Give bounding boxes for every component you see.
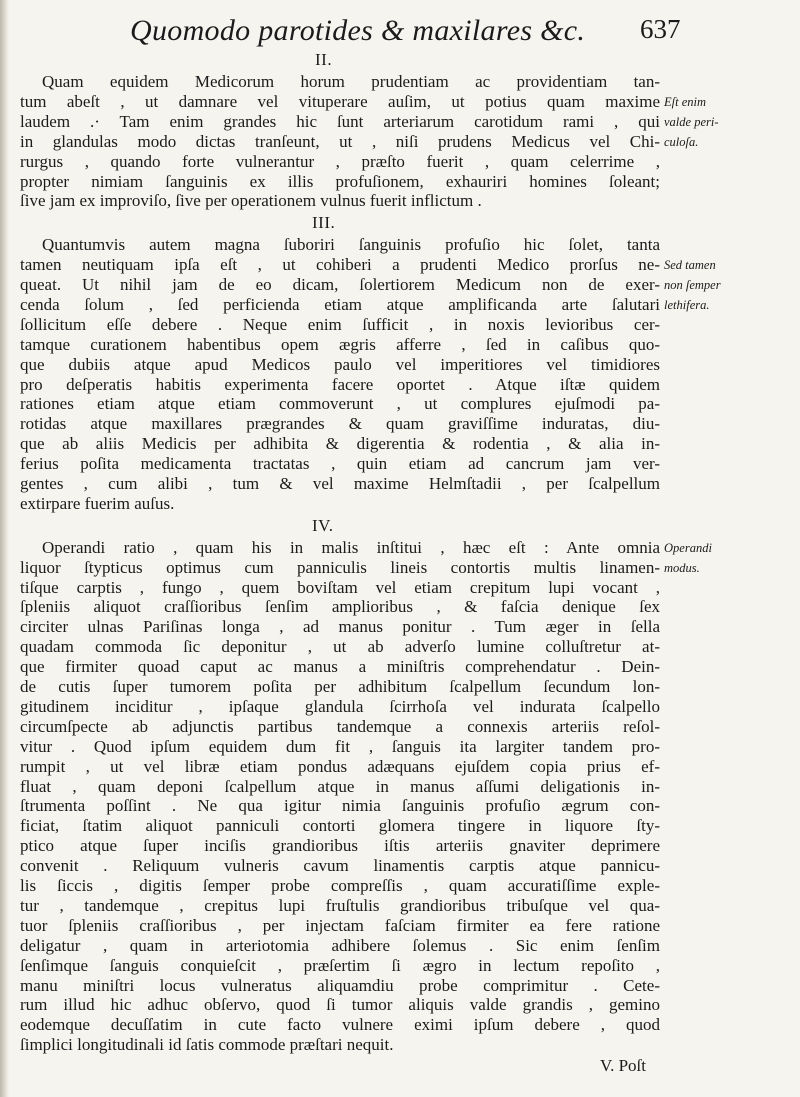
- text-line: propter nimiam ſanguinis ex illis profuſionem, exhauriri homines ſoleant;: [20, 171, 660, 191]
- text-line: rotidas atque maxillares prægrandes & quam graviſſime induratas, diu-: [20, 414, 660, 434]
- margin-note: Eſt enim: [664, 94, 707, 109]
- text-line: rumpit , ut vel libræ etiam pondus adæquans ejuſdem copia prius ef-: [20, 756, 660, 776]
- text-line: fluat , quam deponi ſcalpellum atque in manus aſſumi deligationis in-: [20, 776, 660, 796]
- text-line: quadam commoda ſic deponitur , ut ab adverſo lumine colluſtretur at-: [20, 637, 660, 657]
- margin-note: non ſemper: [664, 278, 721, 292]
- text-line: Operandi ratio , quam his in malis inſtitui , hæc eſt : Ante omnia: [42, 537, 660, 557]
- text-line: lis ſiccis , digitis ſemper probe compreſſis , quam accuratiſſime exple-: [20, 876, 660, 895]
- text-line: ptico atque ſuper inciſis grandioribus iſtis arteriis gnaviter deprimere: [20, 836, 660, 856]
- text-line: Quantumvis autem magna ſuboriri ſanguinis profuſio hic ſolet, tanta: [42, 235, 660, 255]
- text-line: rationes etiam atque etiam commoverunt , ut complures ejuſmodi pa-: [20, 394, 660, 414]
- section-numeral-iii: III.: [312, 213, 336, 233]
- text-line: ferius poſita medicamenta tractatas , quin etiam ad cancrum jam ver-: [20, 454, 660, 474]
- text-line: Quam equidem Medicorum horum prudentiam ac providentiam tan-: [42, 72, 660, 91]
- text-line: ſive jam ex improviſo, ſive per operationem vulnus fuerit inflictum .: [20, 191, 482, 211]
- margin-note: lethifera.: [664, 297, 710, 312]
- text-line: rurgus , quando forte vulnerantur , præſto fuerit , quam celerrime ,: [20, 151, 660, 171]
- text-line: tur , tandemque , crepitus lupi fruſtulis grandioribus tribuſque vel qua-: [20, 895, 660, 915]
- text-line: liquor ſtypticus optimus cum panniculis lineis contortis multis linamen-: [20, 557, 660, 577]
- text-line: pro deſperatis habitis experimenta facere oportet . Atque iſtæ quidem: [20, 374, 660, 394]
- text-line: que dubiis atque apud Medicos paulo vel imperitiores vel timidiores: [20, 354, 660, 374]
- text-line: in glandulas modo dictas tranſeunt, ut , niſi prudens Medicus vel Chi-: [20, 131, 660, 151]
- text-line: convenit . Reliquum vulneris cavum linamentis carptis atque pannicu-: [20, 856, 660, 876]
- text-line: que ab aliis Medicis per adhibita & digerentia & rodentia , & alia in-: [20, 434, 660, 454]
- running-head: [0, 14, 800, 54]
- text-line: queat. Ut nihil jam de eo dicam, ſolertiorem Medicum non de exer-: [20, 275, 660, 294]
- text-line: ſimplici longitudinali id ſatis commode præſtari nequit.: [20, 1035, 394, 1055]
- text-line: deligatur , quam in arteriotomia adhibere ſolemus . Sic enim ſenſim: [20, 935, 660, 955]
- text-line: eodemque decuſſatim in cute facto vulnere eximi ipſum debere , quod: [20, 1015, 660, 1035]
- text-line: cenda ſolum , ſed perficienda etiam atque amplificanda arte ſalutari: [20, 294, 660, 314]
- text-line: ficiat, ſtatim aliquot panniculi contorti glomera tingere in liquore ſty-: [20, 816, 660, 836]
- margin-note: valde peri-: [664, 114, 719, 129]
- text-line: extirpare fuerim auſus.: [20, 493, 175, 513]
- margin-note: modus.: [664, 560, 700, 575]
- running-head-title: Quomodo parotides & maxilares &c.: [130, 14, 586, 47]
- text-line: tiſque carptis , fungo , quem boviſtam vel etiam crepitum lupi vocant ,: [20, 577, 660, 597]
- margin-note: Operandi: [664, 540, 712, 555]
- section-numeral-ii: II.: [315, 50, 333, 69]
- text-line: gitudinem inciditur , ipſaque glandula ſcirrhoſa vel indurata ſcalpello: [20, 696, 660, 716]
- text-line: ſpleniis aliquot craſſioribus ſenſim amplioribus , & faſcia denique ſex: [20, 597, 660, 617]
- text-line: gentes , cum alibi , tum & vel maxime Helmſtadii , per ſcalpellum: [20, 474, 660, 493]
- margin-note: Sed tamen: [664, 258, 716, 273]
- text-line: ſollicitum eſſe debere . Neque enim ſufficit , in noxis levioribus cer-: [20, 314, 660, 334]
- text-line: que firmiter quoad caput ac manus a miniſtris comprehendatur . Dein-: [20, 657, 660, 677]
- text-line: laudem .· Tam enim grandes hic ſunt arteriarum carotidum rami , qui: [20, 111, 660, 131]
- text-line: vitur . Quod ipſum equidem dum fit , ſanguis ita largiter tandem pro-: [20, 736, 660, 756]
- text-line: tuor ſpleniis craſſioribus , per injectam faſciam firmiter ea fere ratione: [20, 915, 660, 935]
- text-line: de cutis ſuper tumorem poſita per adhibitum ſcalpellum ſecundum lon-: [20, 677, 660, 696]
- margin-note: culoſa.: [664, 134, 699, 149]
- text-line: circumſpecte ab adjunctis partibus tandemque a connexis arteriis reſol-: [20, 716, 660, 736]
- text-line: tum abeſt , ut damnare vel vituperare auſim, ut potius quam maxime: [20, 91, 660, 111]
- text-line: rum illud hic adhuc obſervo, quod ſi tumor aliquis valde grandis , gemino: [20, 995, 660, 1015]
- text-line: ſtrumenta poſſint . Ne qua igitur nimia ſanguinis profuſio ægrum con-: [20, 796, 660, 816]
- text-line: ſenſimque ſanguis conquieſcit , præſertim ſi ægro in lectum repoſito ,: [20, 955, 660, 975]
- text-line: manu miniſtri locus vulneratus aliquamdiu probe comprimitur . Cete-: [20, 975, 660, 995]
- page-spine-shadow: [0, 0, 9, 1097]
- page-number: 637: [640, 14, 681, 44]
- text-line: tamen neutiquam ipſa eſt , ut cohiberi a prudenti Medico prorſus ne-: [20, 255, 660, 275]
- text-line: tamque curationem habentibus opem ægris afferre , ſed in caſibus quo-: [20, 334, 660, 354]
- text-line: circiter ulnas Pariſinas longa , ad manus ponitur . Tum æger in ſella: [20, 617, 660, 637]
- section-numeral-iv: IV.: [312, 515, 334, 535]
- catchword: V. Poſt: [600, 1056, 646, 1076]
